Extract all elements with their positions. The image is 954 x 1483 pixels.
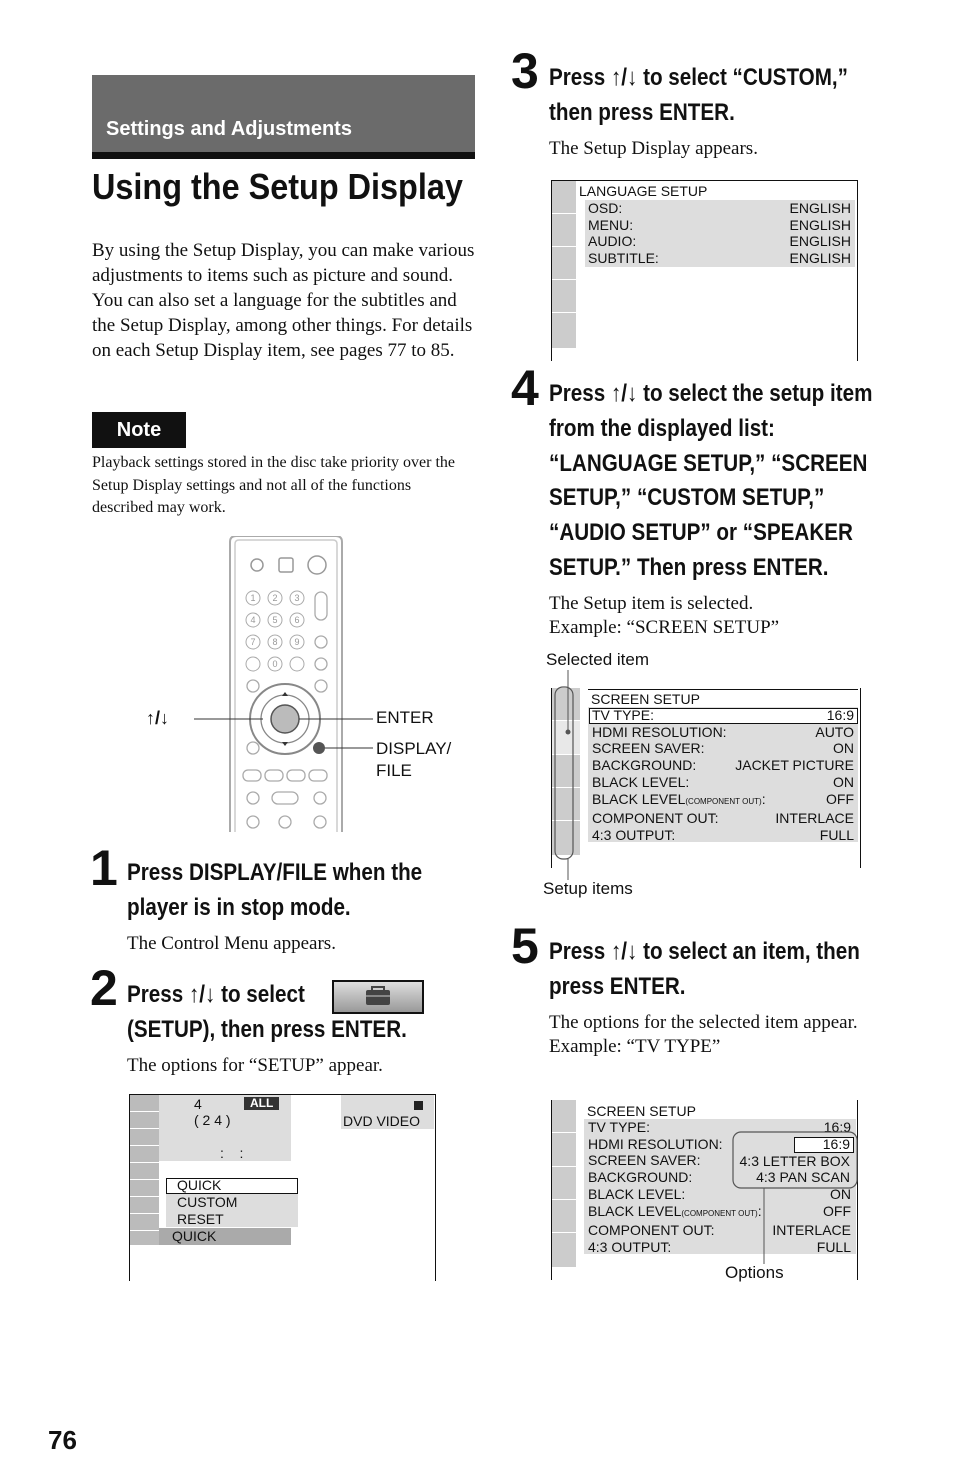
step-4-number: 4 xyxy=(511,360,539,416)
key-7-label: 7 xyxy=(250,637,256,647)
arrows-label: ↑/↓ xyxy=(146,708,170,728)
row-background[interactable]: BACKGROUND: xyxy=(588,1169,693,1186)
row-osd[interactable]: OSD: ENGLISH xyxy=(588,200,851,216)
step-5-text-line2: Example: “TV TYPE” xyxy=(549,1036,721,1057)
setup-icon-column xyxy=(552,1100,576,1267)
screen-setup-screen xyxy=(551,688,861,868)
note-text: Playback settings stored in the disc take priority over the Setup Display settings and not all of the functions described may work. xyxy=(92,454,456,516)
section-header-bar xyxy=(92,75,475,153)
row-menu[interactable]: MENU: ENGLISH xyxy=(588,216,851,233)
note-label: Note xyxy=(92,412,186,448)
setup-footer: QUICK xyxy=(172,1228,217,1244)
key-1-label: 1 xyxy=(250,593,256,603)
disc-type: DVD VIDEO xyxy=(343,1113,421,1129)
option-letter-box[interactable]: 4:3 LETTER BOX xyxy=(739,1152,850,1169)
row-screen-saver[interactable]: SCREEN SAVER: xyxy=(588,1152,701,1169)
step-2-text: The options for “SETUP” appear. xyxy=(127,1055,383,1076)
options-callout xyxy=(725,1128,865,1268)
row-tv-type[interactable]: TV TYPE: 16:9 xyxy=(592,707,854,723)
row-component-out[interactable]: COMPONENT OUT: INTERLACE xyxy=(588,1222,851,1239)
chapter-number: 4 xyxy=(194,1096,202,1112)
enter-label: ENTER xyxy=(376,708,434,727)
time-colons: : : xyxy=(220,1145,244,1161)
section-header-rule xyxy=(92,152,475,159)
row-black-level-component[interactable]: BLACK LEVEL(COMPONENT OUT): OFF xyxy=(592,790,854,807)
step-1-heading-line2: player is in stop mode. xyxy=(127,894,351,921)
step-4-heading-line5: “AUDIO SETUP” or “SPEAKER xyxy=(549,519,853,546)
step-1-number: 1 xyxy=(90,840,118,896)
step-2-heading-line2: (SETUP), then press ENTER. xyxy=(127,1016,407,1043)
row-hdmi-resolution[interactable]: HDMI RESOLUTION: AUTO xyxy=(592,723,854,740)
step-4-heading-line2: from the displayed list: xyxy=(549,415,775,442)
control-menu-screen xyxy=(129,1094,436,1281)
file-label: FILE xyxy=(376,761,412,780)
row-4-3-output[interactable]: 4:3 OUTPUT: FULL xyxy=(588,1238,851,1255)
row-subtitle[interactable]: SUBTITLE: ENGLISH xyxy=(588,250,851,267)
row-black-level[interactable]: BLACK LEVEL: ON xyxy=(592,773,854,790)
step-5-heading-line2: press ENTER. xyxy=(549,973,686,1000)
options-label: Options xyxy=(725,1263,784,1282)
menu-icon-column xyxy=(130,1095,159,1245)
step-4-heading-line4: SETUP,” “CUSTOM SETUP,” xyxy=(549,484,825,511)
step-4-text-line2: Example: “SCREEN SETUP” xyxy=(549,617,780,638)
total-count: ( 2 4 ) xyxy=(194,1112,231,1128)
all-badge: ALL xyxy=(244,1097,279,1110)
row-tv-type[interactable]: TV TYPE: 16:9 xyxy=(588,1119,851,1135)
step-4-heading-line3: “LANGUAGE SETUP,” “SCREEN xyxy=(549,450,868,477)
setup-icon-box xyxy=(332,980,424,1014)
key-6-label: 6 xyxy=(294,615,300,625)
row-black-level[interactable]: BLACK LEVEL: ON xyxy=(588,1185,851,1202)
page-title: Using the Setup Display xyxy=(92,166,463,207)
step-3-number: 3 xyxy=(511,43,539,99)
step-4-heading-line6: SETUP.” Then press ENTER. xyxy=(549,554,829,581)
display-label: DISPLAY/ xyxy=(376,739,452,758)
row-hdmi-resolution[interactable]: HDMI RESOLUTION: xyxy=(588,1135,723,1152)
language-setup-screen xyxy=(551,180,858,361)
screen4-title: SCREEN SETUP xyxy=(587,1103,696,1119)
page-number: 76 xyxy=(48,1425,77,1455)
option-quick[interactable]: QUICK xyxy=(177,1177,222,1193)
step-5-heading-line1: Press ↑/↓ to select an item, then xyxy=(549,938,860,965)
key-4-label: 4 xyxy=(250,615,256,625)
option-reset[interactable]: RESET xyxy=(177,1211,224,1227)
step-3-heading-line2: then press ENTER. xyxy=(549,99,735,126)
section-title: Settings and Adjustments xyxy=(106,118,352,140)
remote-control-illustration xyxy=(140,536,480,832)
step-5-number: 5 xyxy=(511,918,539,974)
screen3-callouts xyxy=(540,670,580,885)
step-2-number: 2 xyxy=(90,960,118,1016)
step-3-text: The Setup Display appears. xyxy=(549,138,758,159)
row-background[interactable]: BACKGROUND: JACKET PICTURE xyxy=(592,757,854,774)
option-custom[interactable]: CUSTOM xyxy=(177,1194,238,1210)
row-4-3-output[interactable]: 4:3 OUTPUT: FULL xyxy=(592,826,854,843)
stop-icon xyxy=(414,1101,423,1110)
screen2-title: LANGUAGE SETUP xyxy=(579,183,708,199)
step-2-heading-line1: Press ↑/↓ to select xyxy=(127,981,305,1008)
key-3-label: 3 xyxy=(294,593,300,603)
step-4-text-line1: The Setup item is selected. xyxy=(549,593,754,614)
option-pan-scan[interactable]: 4:3 PAN SCAN xyxy=(756,1169,850,1186)
language-setup-list xyxy=(588,200,851,267)
intro-paragraph: By using the Setup Display, you can make various adjustments to items such as picture and sound. You can also set a language for the subtitles and the Setup Display, among other things. For details on each Setup Display item, see pages 77 to 85. xyxy=(92,240,475,361)
step-5-text-line1: The options for the selected item appear. xyxy=(549,1012,858,1033)
toolbox-icon xyxy=(334,982,422,1012)
row-black-level-component[interactable]: BLACK LEVEL(COMPONENT OUT): OFF xyxy=(588,1202,851,1219)
key-5-label: 5 xyxy=(272,615,278,625)
key-9-label: 9 xyxy=(294,637,300,647)
row-screen-saver[interactable]: SCREEN SAVER: ON xyxy=(592,740,854,757)
screen3-title: SCREEN SETUP xyxy=(591,691,700,707)
setup-icon-column xyxy=(552,181,576,348)
step-1-heading-line1: Press DISPLAY/FILE when the xyxy=(127,859,423,886)
key-8-label: 8 xyxy=(272,637,278,647)
setup-items-label: Setup items xyxy=(543,879,633,898)
step-1-text: The Control Menu appears. xyxy=(127,933,336,954)
selected-item-label: Selected item xyxy=(546,650,649,669)
row-audio[interactable]: AUDIO: ENGLISH xyxy=(588,233,851,250)
row-component-out[interactable]: COMPONENT OUT: INTERLACE xyxy=(592,810,854,827)
step-4-heading-line1: Press ↑/↓ to select the setup item xyxy=(549,380,873,407)
key-0-label: 0 xyxy=(272,659,278,669)
key-2-label: 2 xyxy=(272,593,278,603)
step-3-heading-line1: Press ↑/↓ to select “CUSTOM,” xyxy=(549,64,848,91)
option-16-9[interactable]: 16:9 xyxy=(822,1136,850,1152)
screen-setup-list xyxy=(592,707,854,844)
